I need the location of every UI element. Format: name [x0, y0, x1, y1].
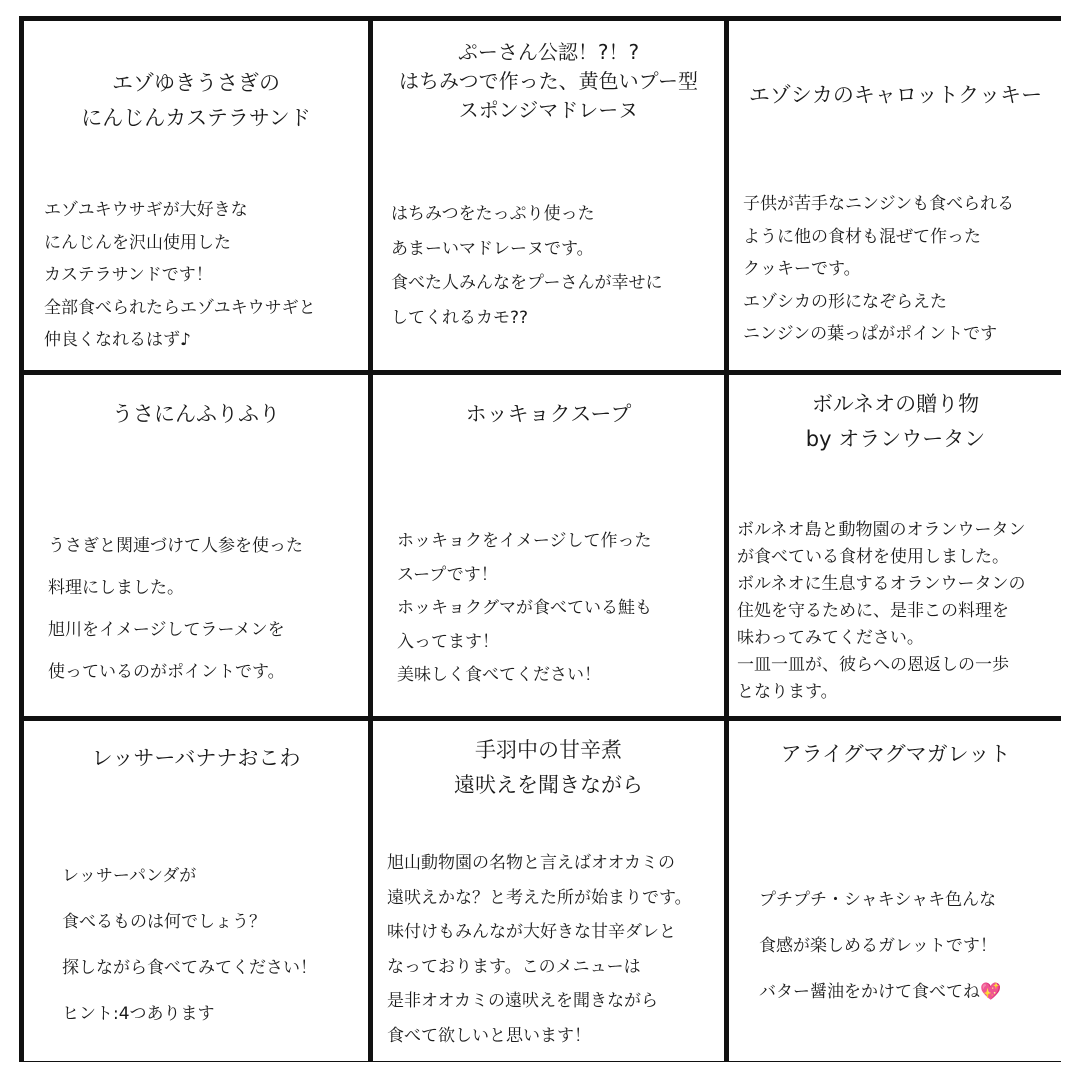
card-description: はちみつをたっぷり使った あまーいマドレーヌです。 食べた人みんなをプーさんが幸せに してくれるカモ?? — [391, 204, 663, 328]
card-title: エゾゆきうさぎの にんじんカステラサンド — [81, 71, 311, 130]
card-borneo-gift — [729, 375, 1062, 716]
card-description: ホッキョクをイメージして作った スープです！ ホッキョクグマが食べている鮭も 入ってます！ 美味しく食べてください！ — [397, 531, 652, 685]
card-pooh-madeleine — [373, 21, 724, 370]
card-title: エゾシカのキャロットクッキー — [748, 83, 1043, 107]
card-description: 子供が苦手なニンジンも食べられる ように他の食材も混ぜて作った クッキーです。 エゾシカの形になぞらえた ニンジンの葉っぱがポイントです — [743, 194, 1015, 344]
card-tebanaka-amakarani — [373, 721, 724, 1061]
menu-card-grid — [19, 16, 1061, 1062]
card-description: レッサーパンダが 食べるものは何でしょう？ 探しながら食べてみてください！ ヒント:4つあります — [62, 866, 317, 1024]
card-title: レッサーバナナおこわ — [91, 746, 301, 770]
card-title: ぷーさん公認！?！? はちみつで作った、黄色いプー型 スポンジマドレーヌ — [399, 40, 698, 122]
card-description: エゾユキウサギが大好きな にんじんを沢山使用した カステラサンドです！ 全部食べられたらエゾユキウサギと 仲良くなれるはず♪ — [44, 200, 316, 350]
card-usanin-furifuri — [24, 375, 368, 716]
card-ezo-deer-cookie — [729, 21, 1062, 370]
card-title: ボルネオの贈り物 by オランウータン — [805, 392, 986, 451]
card-hokkyoku-soup — [373, 375, 724, 716]
card-description: 旭山動物園の名物と言えばオオカミの 遠吠えかな？と考えた所が始まりです。 味付けもみんなが大好きな甘辛ダレと なっております。このメニューは 是非オオカミの遠吠えを聞きながら 食べて欲しいと思います！ — [387, 853, 692, 1046]
card-title: うさにんふりふり — [112, 402, 280, 426]
card-title: 手羽中の甘辛煮 遠吠えを聞きながら — [454, 738, 643, 797]
card-title: アライグマグマガレット — [780, 742, 1011, 766]
card-description: うさぎと関連づけて人参を使った 料理にしました。 旭川をイメージしてラーメンを 使っているのがポイントです。 — [48, 536, 303, 682]
card-ezo-snow-rabbit — [24, 21, 368, 370]
card-lesser-banana-okowa — [24, 721, 368, 1061]
card-description: ボルネオ島と動物園のオランウータン が食べている食材を使用しました。 ボルネオに生息するオランウータンの 住処を守るために、是非この料理を 味わってみてください。 一皿一皿が、彼らへの恩返しの一歩 となります。 — [737, 520, 1026, 702]
card-description: プチプチ・シャキシャキ色んな 食感が楽しめるガレットです！ バター醤油をかけて食べてね💖 — [759, 890, 1002, 1002]
sparkling-heart-icon: 💖 — [980, 982, 1002, 1002]
card-araiguma-galette — [729, 721, 1062, 1061]
card-title: ホッキョクスープ — [465, 402, 632, 426]
